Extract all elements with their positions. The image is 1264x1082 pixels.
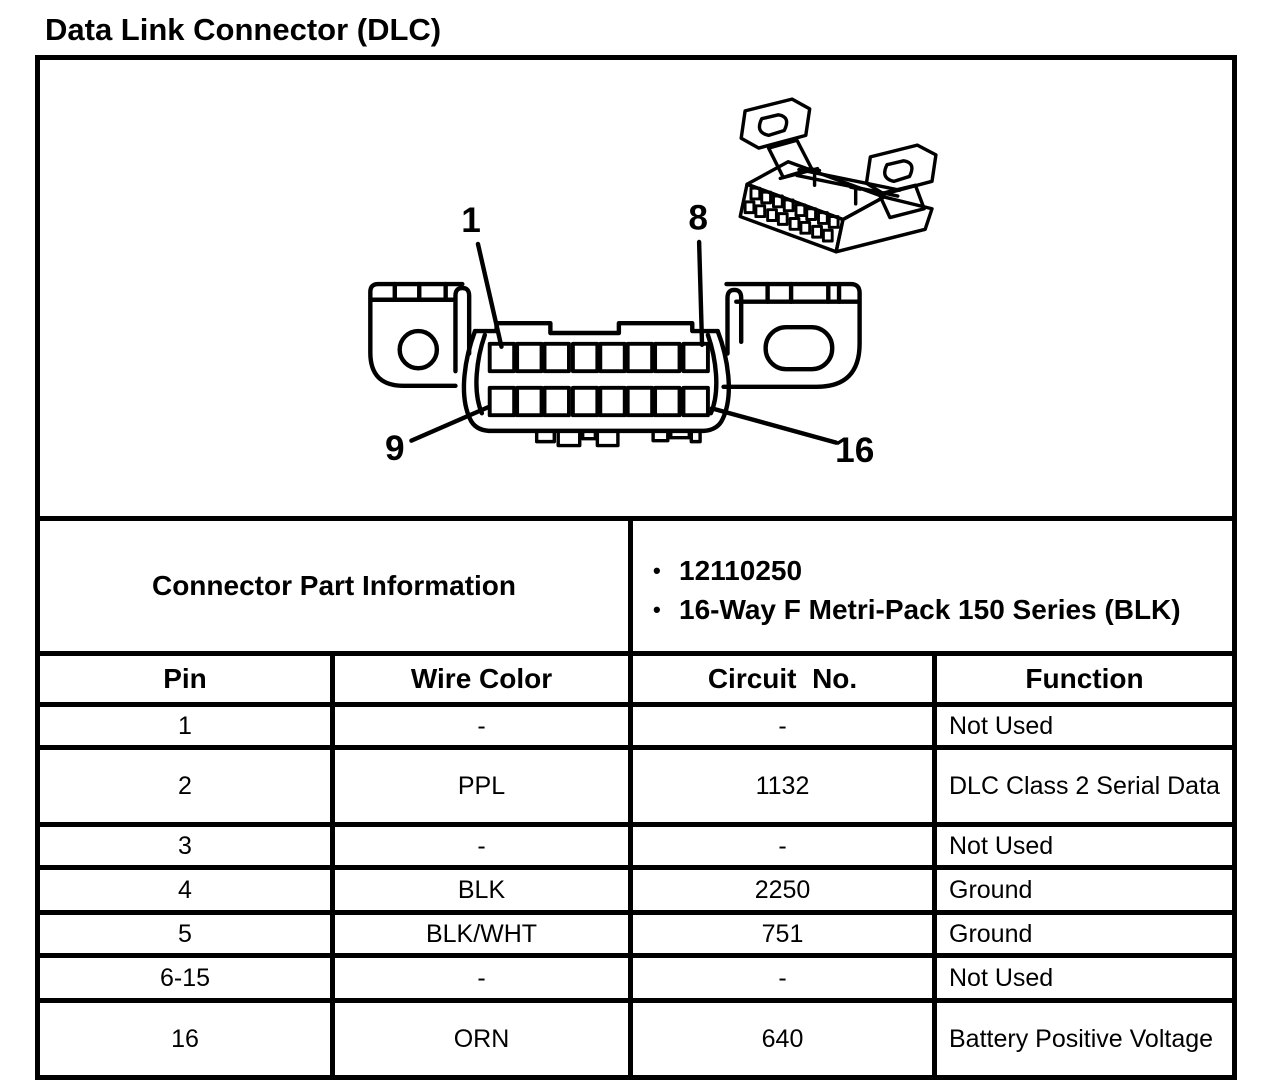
pin-cell: 1 bbox=[38, 705, 333, 748]
table-row bbox=[38, 705, 1235, 748]
wire-color-cell: - bbox=[333, 705, 631, 748]
pin-cell: 2 bbox=[38, 748, 333, 825]
pin1-label: 1 bbox=[461, 201, 481, 241]
function-cell: Ground bbox=[935, 913, 1235, 956]
circuit-no-cell: 640 bbox=[631, 1001, 935, 1078]
pin-cell: 4 bbox=[38, 868, 333, 913]
part-info-row bbox=[38, 519, 1235, 654]
pin-row-9-16 bbox=[490, 388, 708, 415]
leader-line-pin16 bbox=[712, 408, 836, 442]
pin-cell: 16 bbox=[38, 1001, 333, 1078]
pin-cell: 5 bbox=[38, 913, 333, 956]
table-row bbox=[38, 748, 1235, 825]
wire-color-cell: BLK/WHT bbox=[333, 913, 631, 956]
function-cell: Not Used bbox=[935, 705, 1235, 748]
left-bracket-hole bbox=[400, 331, 437, 368]
function-cell: Battery Positive Voltage bbox=[935, 1001, 1235, 1078]
function-cell: Not Used bbox=[935, 956, 1235, 1001]
series-item bbox=[653, 590, 1228, 629]
function-cell: Ground bbox=[935, 868, 1235, 913]
figure-row bbox=[38, 58, 1235, 519]
header-function: Function bbox=[935, 654, 1235, 705]
right-bracket-slot bbox=[766, 327, 833, 369]
pin-row-1-8 bbox=[490, 344, 708, 371]
pin-cell: 3 bbox=[38, 825, 333, 868]
table-row bbox=[38, 825, 1235, 868]
pin-cell: 6-15 bbox=[38, 956, 333, 1001]
pin9-label: 9 bbox=[384, 429, 405, 469]
wire-color-cell: ORN bbox=[333, 1001, 631, 1078]
circuit-no-cell: - bbox=[631, 705, 935, 748]
bullet-icon: • bbox=[653, 558, 661, 583]
pin16-label: 16 bbox=[835, 431, 875, 471]
figure-cell bbox=[38, 58, 1235, 519]
header-pin: Pin bbox=[38, 654, 333, 705]
table-row bbox=[38, 868, 1235, 913]
part-number-text: 12110250 bbox=[679, 555, 803, 586]
wire-color-cell: - bbox=[333, 956, 631, 1001]
circuit-no-cell: 1132 bbox=[631, 748, 935, 825]
function-cell: DLC Class 2 Serial Data bbox=[935, 748, 1235, 825]
table-row bbox=[38, 956, 1235, 1001]
connector-info-table bbox=[35, 55, 1237, 1080]
circuit-no-cell: - bbox=[631, 825, 935, 868]
table-header-row bbox=[38, 654, 1235, 705]
circuit-no-cell: - bbox=[631, 956, 935, 1001]
dlc-isometric-drawing bbox=[740, 99, 936, 252]
function-cell: Not Used bbox=[935, 825, 1235, 868]
dlc-front-view-drawing bbox=[370, 242, 859, 446]
wire-color-cell: BLK bbox=[333, 868, 631, 913]
pin8-label: 8 bbox=[688, 198, 708, 238]
iso-pin-holes bbox=[745, 188, 838, 241]
part-number-item bbox=[653, 551, 1228, 590]
connector-part-information-label: Connector Part Information bbox=[38, 519, 631, 654]
table-row bbox=[38, 913, 1235, 956]
header-wire-color: Wire Color bbox=[333, 654, 631, 705]
bullet-icon: • bbox=[653, 597, 661, 622]
series-text: 16-Way F Metri-Pack 150 Series (BLK) bbox=[679, 594, 1181, 625]
wire-color-cell: - bbox=[333, 825, 631, 868]
connector-part-information-values bbox=[631, 519, 1235, 654]
circuit-no-cell: 751 bbox=[631, 913, 935, 956]
header-circuit-no: Circuit No. bbox=[631, 654, 935, 705]
table-row bbox=[38, 1001, 1235, 1078]
wire-color-cell: PPL bbox=[333, 748, 631, 825]
page-title: Data Link Connector (DLC) bbox=[45, 12, 442, 47]
leader-line-pin8 bbox=[699, 242, 702, 345]
dlc-connector-figure bbox=[40, 60, 1232, 516]
circuit-no-cell: 2250 bbox=[631, 868, 935, 913]
